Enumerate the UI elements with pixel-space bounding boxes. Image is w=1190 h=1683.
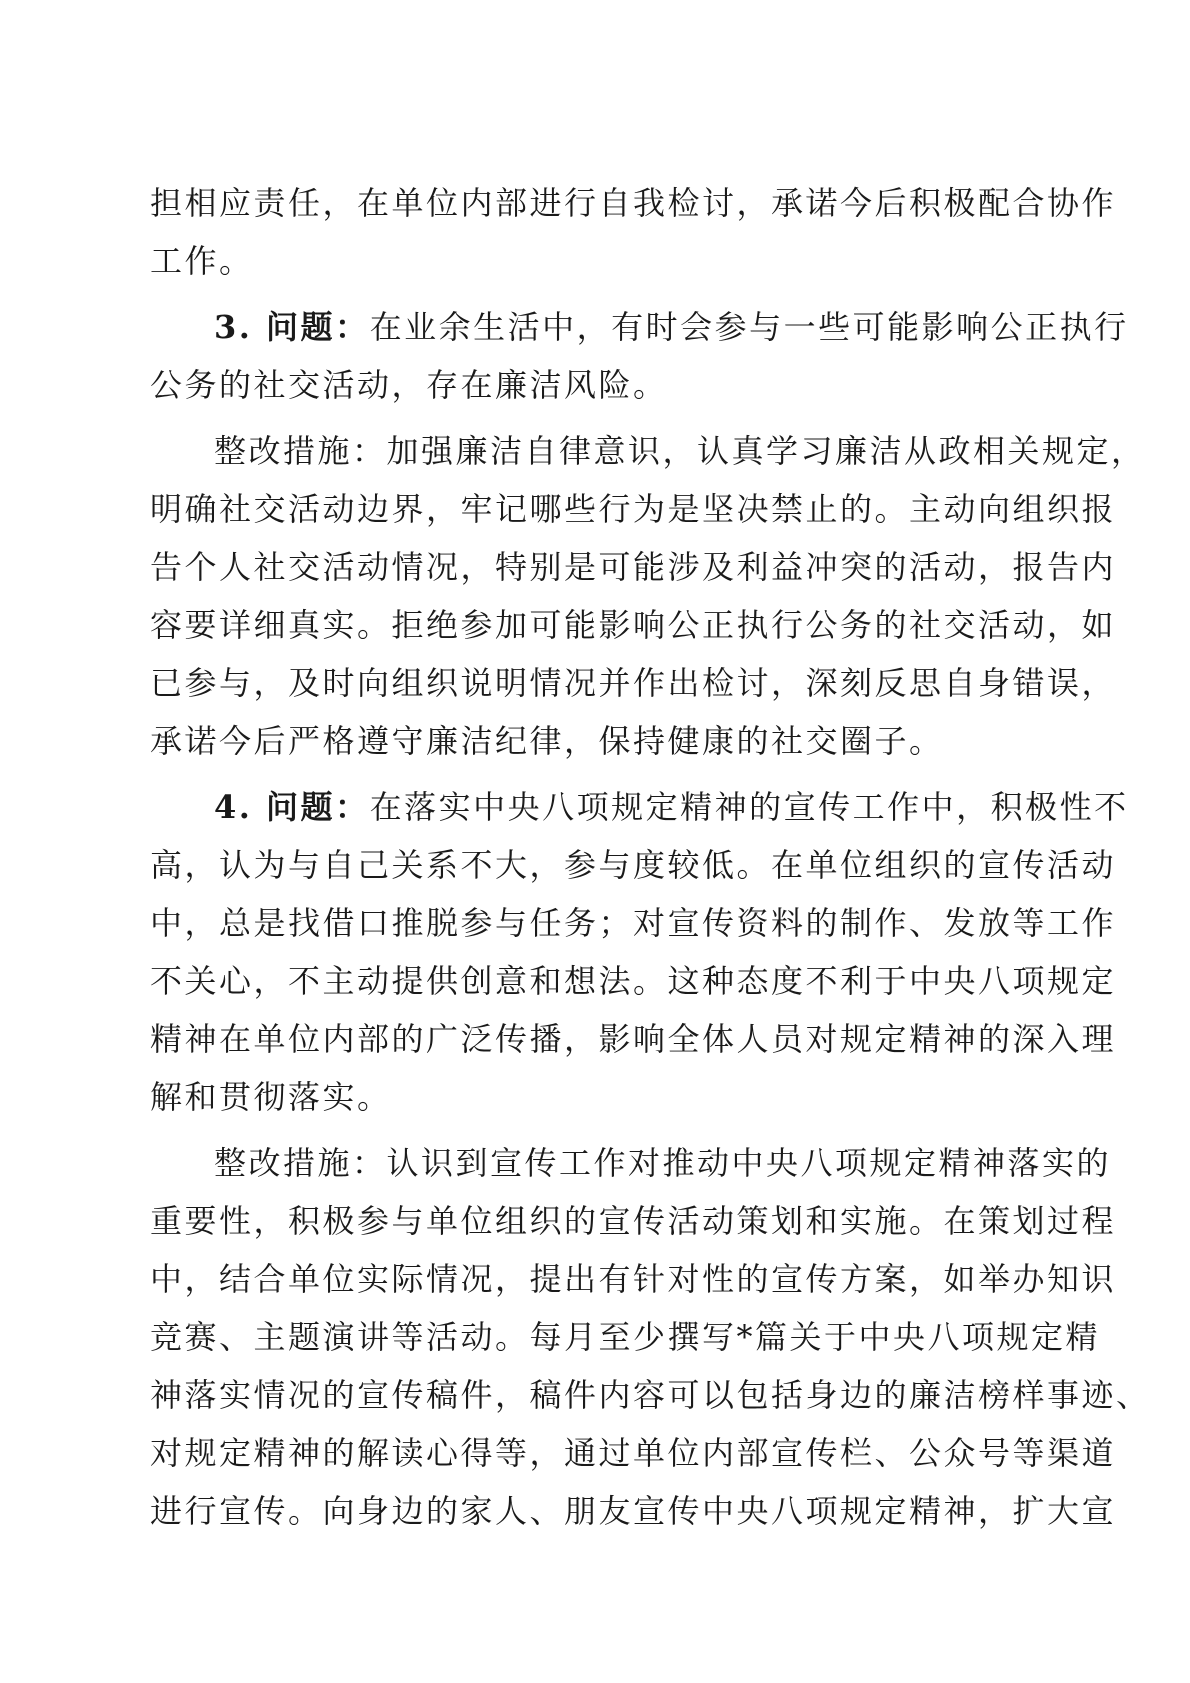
text-line: 明确社交活动边界，牢记哪些行为是坚决禁止的。主动向组织报 [150,490,1117,528]
text-line: 神落实情况的宣传稿件，稿件内容可以包括身边的廉洁榜样事迹、 [150,1376,1151,1414]
text-line: 不关心，不主动提供创意和想法。这种态度不利于中央八项规定 [150,962,1117,1000]
text-line: 中，总是找借口推脱参与任务；对宣传资料的制作、发放等工作 [150,904,1117,942]
paragraph-rectification-3 [150,422,1146,770]
text-line: 进行宣传。向身边的家人、朋友宣传中央八项规定精神，扩大宣 [150,1492,1117,1530]
issue-text: 在落实中央八项规定精神的宣传工作中，积极性不 [369,788,1129,826]
text-line: 对规定精神的解读心得等，通过单位内部宣传栏、公众号等渠道 [150,1434,1117,1472]
text-line: 承诺今后严格遵守廉洁纪律，保持健康的社交圈子。 [150,722,944,760]
document-body [150,174,1151,1540]
text-line: 担相应责任，在单位内部进行自我检讨，承诺今后积极配合协作 [150,184,1117,222]
text-line: 整改措施：认识到宣传工作对推动中央八项规定精神落实的 [214,1144,1112,1182]
text-line: 竞赛、主题演讲等活动。每月至少撰写*篇关于中央八项规定精 [150,1318,1101,1356]
paragraph-issue-4 [150,778,1129,1126]
text-line: 高，认为与自己关系不大，参与度较低。在单位组织的宣传活动 [150,846,1117,884]
text-line: 精神在单位内部的广泛传播，影响全体人员对规定精神的深入理 [150,1020,1117,1058]
text-line [150,298,1129,356]
text-line: 已参与，及时向组织说明情况并作出检讨，深刻反思自身错误， [150,664,1117,702]
issue-text: 在业余生活中，有时会参与一些可能影响公正执行 [369,308,1129,346]
text-line: 公务的社交活动，存在廉洁风险。 [150,366,668,404]
text-line: 工作。 [150,242,254,280]
text-line: 告个人社交活动情况，特别是可能涉及利益冲突的活动，报告内 [150,548,1117,586]
issue-label: 4. 问题： [214,788,370,826]
text-line [150,778,1129,836]
text-line: 重要性，积极参与单位组织的宣传活动策划和实施。在策划过程 [150,1202,1117,1240]
text-line: 中，结合单位实际情况，提出有针对性的宣传方案，如举办知识 [150,1260,1117,1298]
text-line: 整改措施：加强廉洁自律意识，认真学习廉洁从政相关规定， [214,432,1146,470]
text-line: 容要详细真实。拒绝参加可能影响公正执行公务的社交活动，如 [150,606,1117,644]
paragraph-rectification-4 [150,1134,1151,1540]
paragraph-issue-3 [150,298,1129,414]
issue-label: 3. 问题： [214,308,370,346]
text-line: 解和贯彻落实。 [150,1078,392,1116]
paragraph-continuation [150,174,1117,290]
